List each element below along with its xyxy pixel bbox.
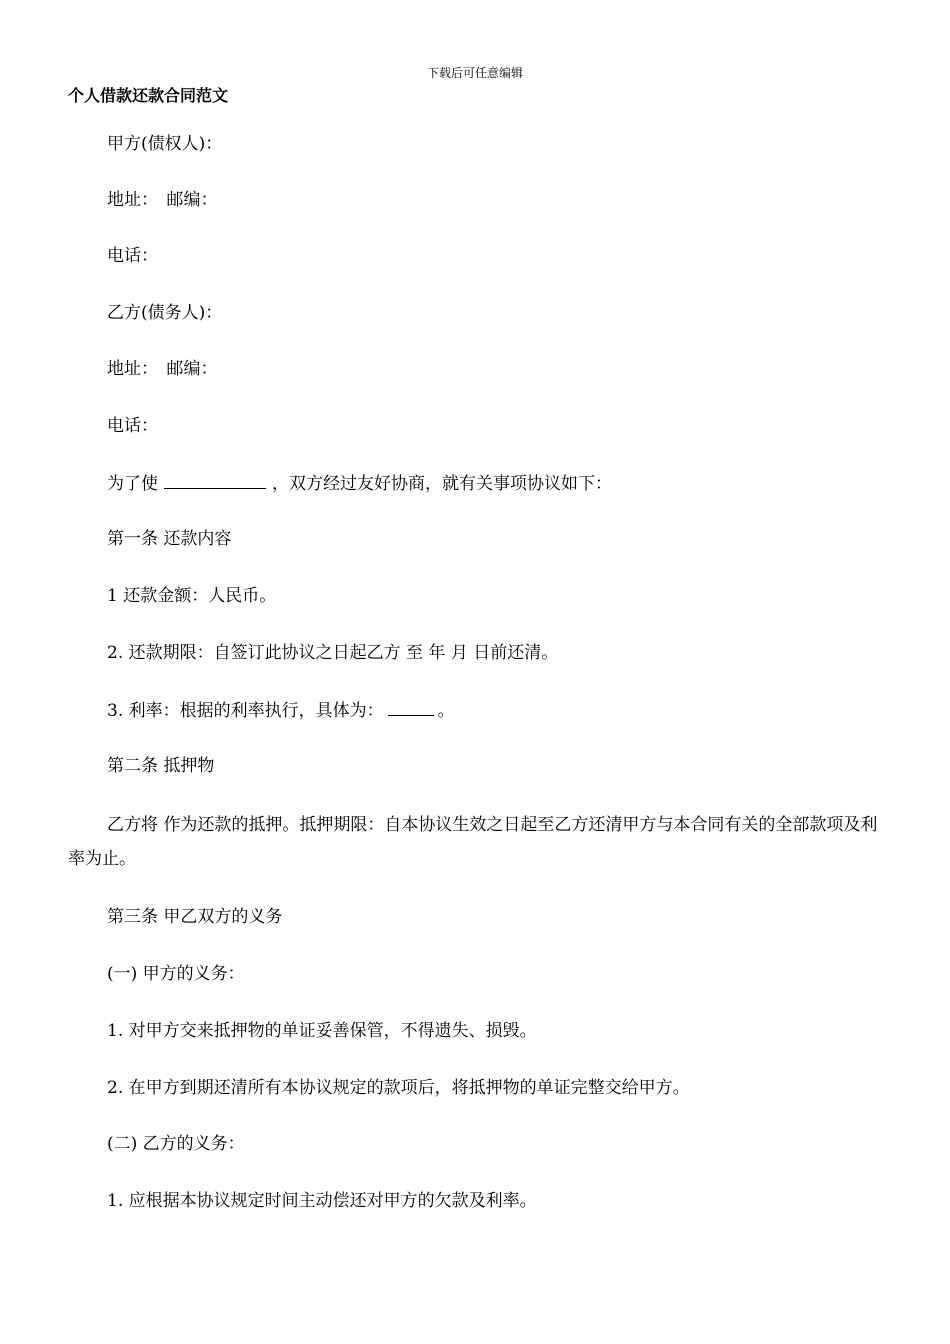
party-a-address: 地址： 邮编：: [107, 190, 218, 210]
party-b-label: 乙方(债务人)：: [107, 303, 223, 323]
header-note: 下载后可任意编辑: [426, 66, 523, 80]
article1-heading: 第一条 还款内容: [107, 529, 232, 549]
party-b-duties-heading: (二) 乙方的义务：: [107, 1134, 245, 1154]
party-b-duty-1: 1. 应根据本协议规定时间主动偿还对甲方的欠款及利率。: [107, 1191, 537, 1211]
article1-item2: 2. 还款期限：自签订此协议之日起乙方 至 年 月 日前还清。: [107, 643, 559, 663]
article1-item3: [107, 699, 455, 722]
party-b-address: 地址： 邮编：: [107, 359, 218, 379]
preamble-text-end: ，双方经过友好协商，就有关事项协议如下：: [272, 474, 612, 494]
article2-body: 乙方将 作为还款的抵押。抵押期限：自本协议生效之日起至乙方还清甲方与本合同有关的全部款项及利率为止。: [68, 815, 878, 869]
party-a-duty-2: 2. 在甲方到期还清所有本协议规定的款项后，将抵押物的单证完整交给甲方。: [107, 1078, 690, 1098]
document-title: 个人借款还款合同范文: [68, 86, 229, 105]
party-a-label: 甲方(债权人)：: [107, 134, 223, 154]
party-b-phone: 电话：: [107, 416, 158, 436]
article2-heading: 第二条 抵押物: [107, 756, 215, 776]
preamble-text-start: 为了使: [107, 474, 158, 494]
purpose-blank: [164, 472, 266, 489]
party-a-phone: 电话：: [107, 246, 158, 266]
interest-blank: [388, 699, 434, 716]
article3-heading: 第三条 甲乙双方的义务: [107, 907, 283, 927]
interest-text-start: 3. 利率：根据的利率执行，具体为：: [107, 701, 384, 721]
party-a-duties-heading: (一) 甲方的义务：: [107, 964, 245, 984]
article1-item1: 1 还款金额：人民币。: [107, 586, 277, 606]
interest-text-end: 。: [437, 701, 455, 721]
party-a-duty-1: 1. 对甲方交来抵押物的单证妥善保管，不得遗失、损毁。: [107, 1021, 537, 1041]
preamble-paragraph: [107, 472, 612, 495]
